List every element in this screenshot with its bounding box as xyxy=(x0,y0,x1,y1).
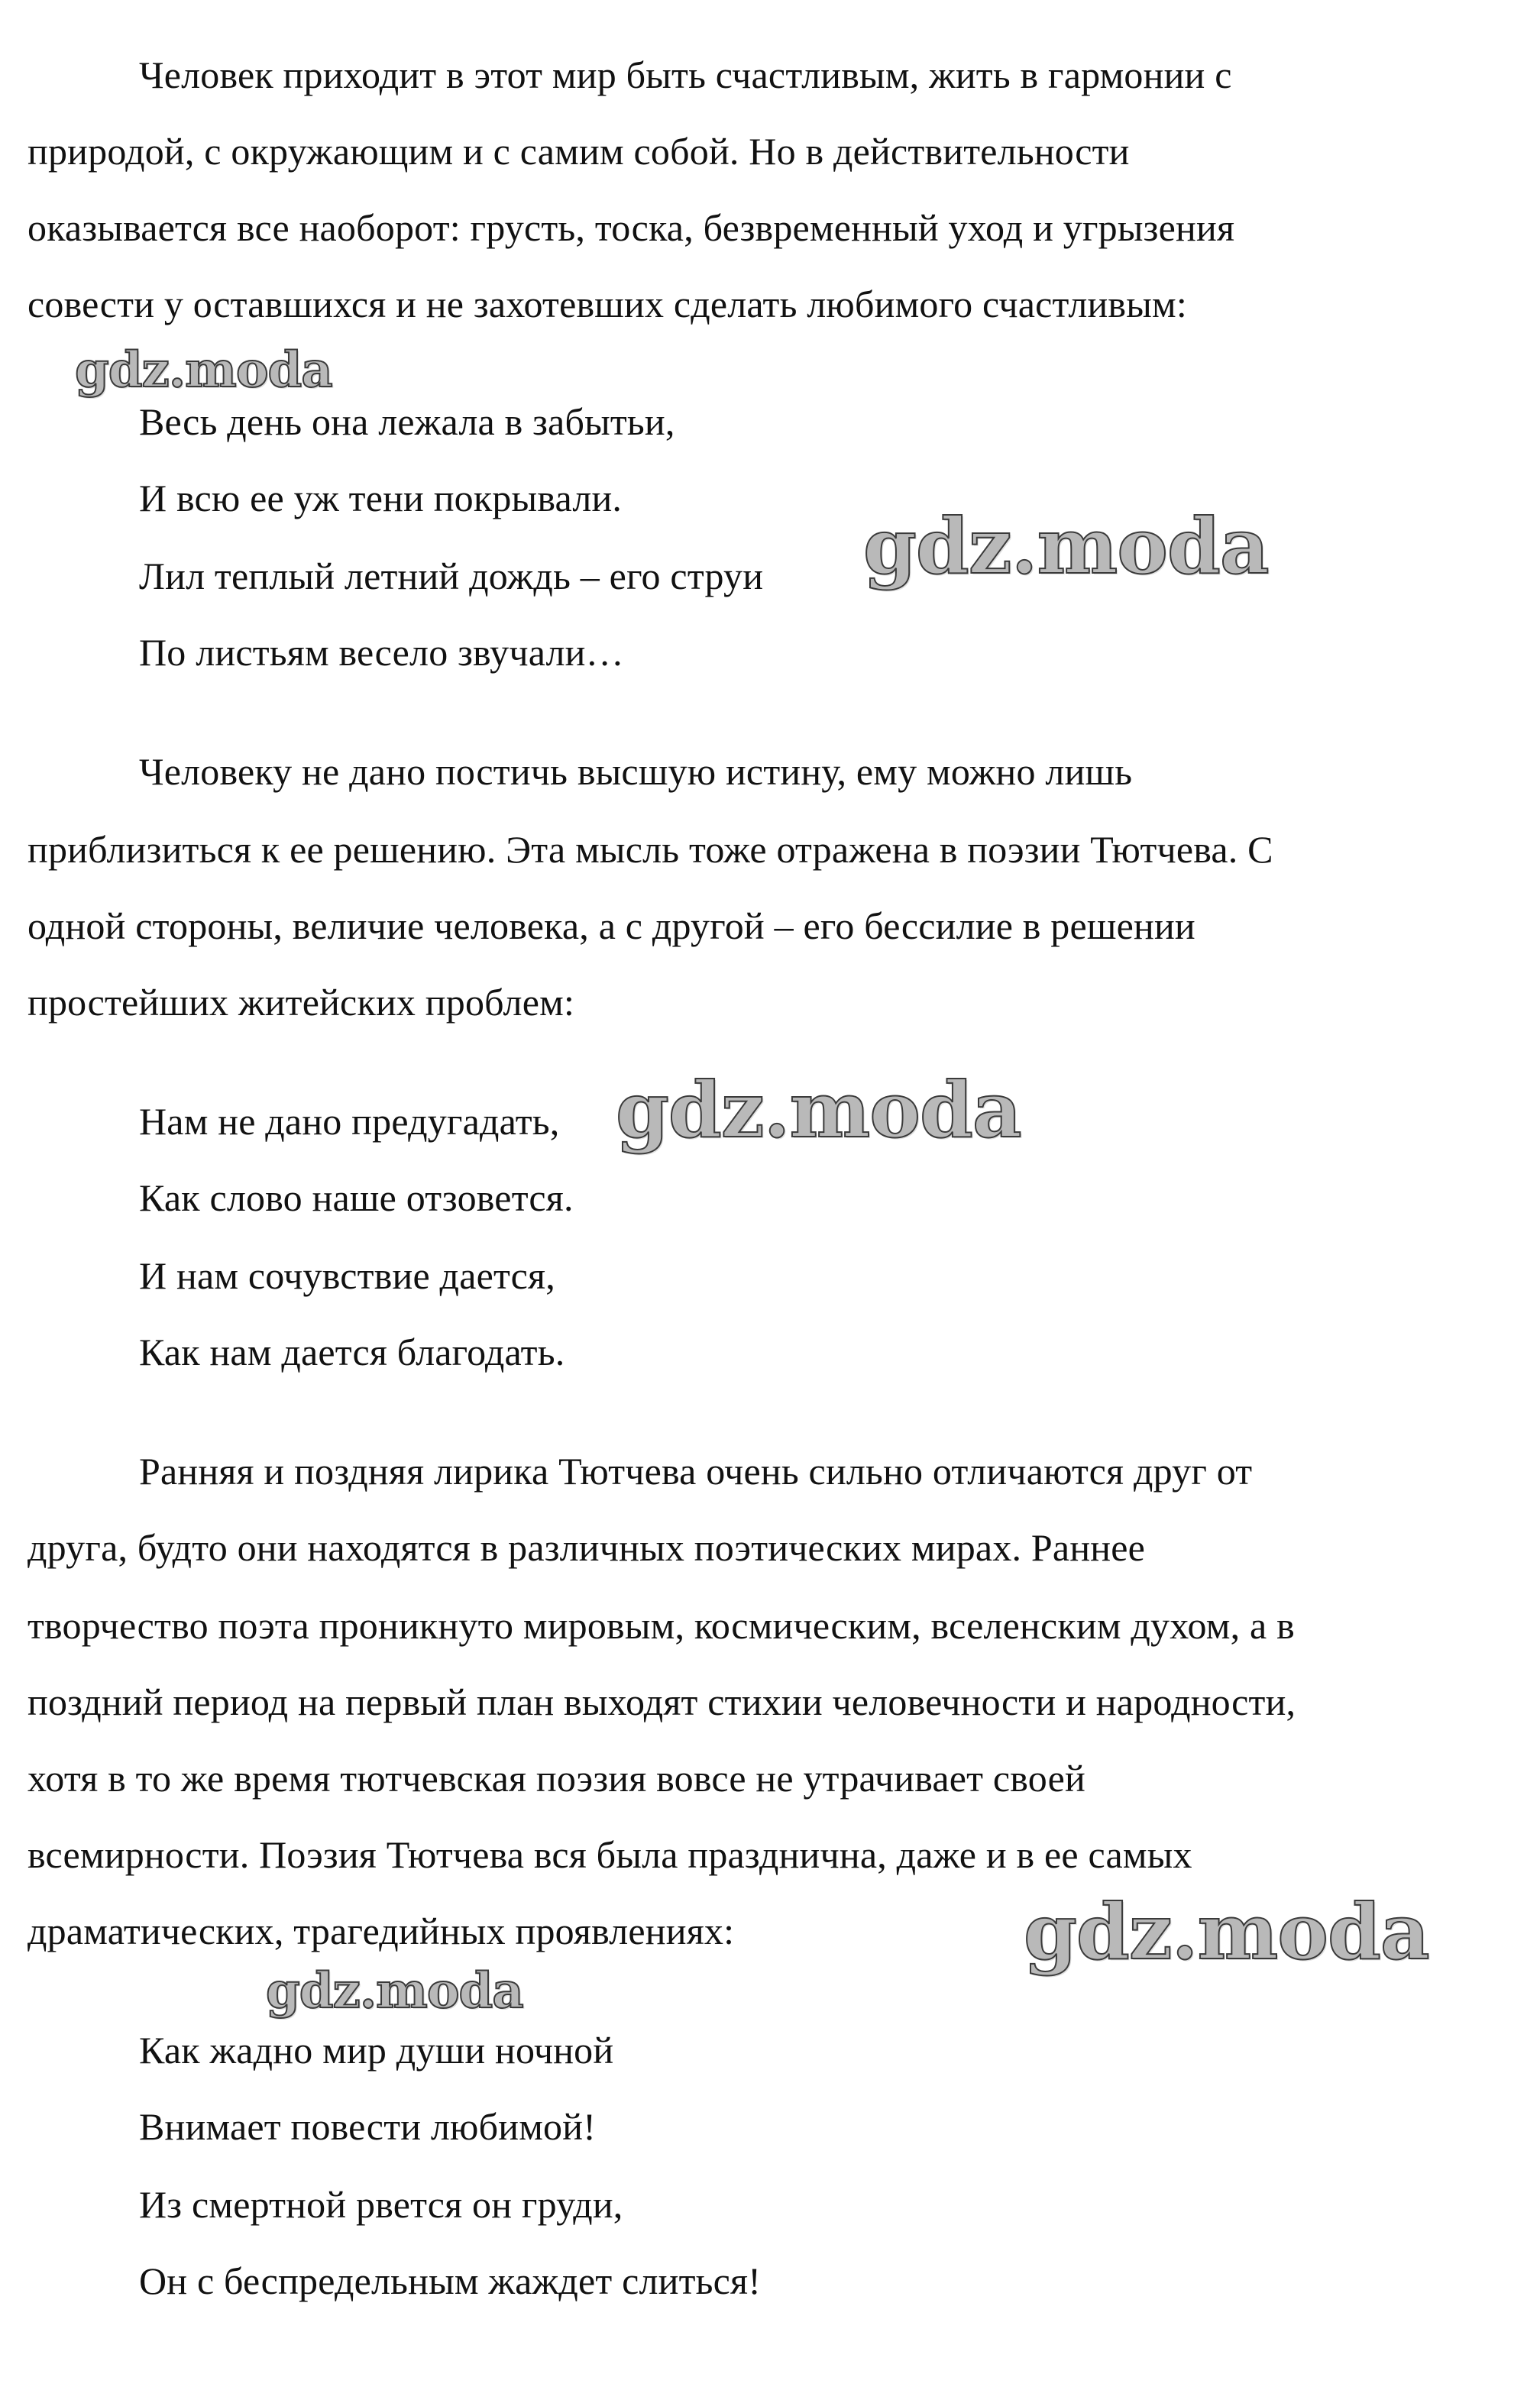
watermark-4: gdz.moda xyxy=(1024,1887,1429,1977)
watermark-3: gdz.moda xyxy=(616,1065,1021,1155)
poem-2-line-1: Нам не дано предугадать, xyxy=(139,1100,560,1143)
paragraph-3-line-1: Ранняя и поздняя лирика Тютчева очень сильно отличаются друг от xyxy=(139,1450,1253,1493)
paragraph-3-line-7: драматических, трагедийных проявлениях: xyxy=(28,1910,735,1952)
paragraph-1-line-2: природой, с окружающим и с самим собой. Но в действительности xyxy=(28,130,1130,173)
paragraph-2-line-2: приблизиться к ее решению. Эта мысль тоже отражена в поэзии Тютчева. С xyxy=(28,828,1273,871)
poem-3-line-4: Он с беспредельным жаждет слиться! xyxy=(139,2259,762,2302)
poem-1-line-2: И всю ее уж тени покрывали. xyxy=(139,477,623,519)
paragraph-3-line-2: друга, будто они находятся в различных поэтических мирах. Раннее xyxy=(28,1526,1146,1569)
paragraph-2-line-1: Человеку не дано постичь высшую истину, ему можно лишь xyxy=(139,750,1133,793)
paragraph-2-line-4: простейших житейских проблем: xyxy=(28,981,575,1024)
paragraph-1-line-1: Человек приходит в этот мир быть счастливым, жить в гармонии с xyxy=(139,53,1232,96)
watermark-2: gdz.moda xyxy=(863,501,1269,591)
paragraph-2-line-3: одной стороны, величие человека, а с другой – его бессилие в решении xyxy=(28,904,1195,947)
poem-2-line-4: Как нам дается благодать. xyxy=(139,1331,565,1373)
poem-2-line-2: Как слово наше отзовется. xyxy=(139,1176,574,1219)
paragraph-3-line-3: творчество поэта проникнуто мировым, космическим, вселенским духом, а в xyxy=(28,1604,1295,1647)
paragraph-3-line-5: хотя в то же время тютчевская поэзия вовсе не утрачивает своей xyxy=(28,1757,1085,1800)
poem-3-line-2: Внимает повести любимой! xyxy=(139,2105,597,2148)
poem-1-line-3: Лил теплый летний дождь – его струи xyxy=(139,555,764,597)
paragraph-1-line-3: оказывается все наоборот: грусть, тоска, безвременный уход и угрызения xyxy=(28,206,1235,249)
watermark-5: gdz.moda xyxy=(266,1962,523,2020)
poem-2-line-3: И нам сочувствие дается, xyxy=(139,1254,555,1297)
poem-1-line-1: Весь день она лежала в забытьи, xyxy=(139,400,675,443)
poem-3-line-3: Из смертной рвется он груди, xyxy=(139,2183,623,2226)
paragraph-3-line-6: всемирности. Поэзия Тютчева вся была празднична, даже и в ее самых xyxy=(28,1833,1192,1876)
paragraph-3-line-4: поздний период на первый план выходят стихии человечности и народности, xyxy=(28,1680,1296,1723)
paragraph-1-line-4: совести у оставшихся и не захотевших сделать любимого счастливым: xyxy=(28,283,1187,325)
poem-1-line-4: По листьям весело звучали… xyxy=(139,631,624,674)
watermark-1: gdz.moda xyxy=(75,341,332,399)
poem-3-line-1: Как жадно мир души ночной xyxy=(139,2029,614,2072)
